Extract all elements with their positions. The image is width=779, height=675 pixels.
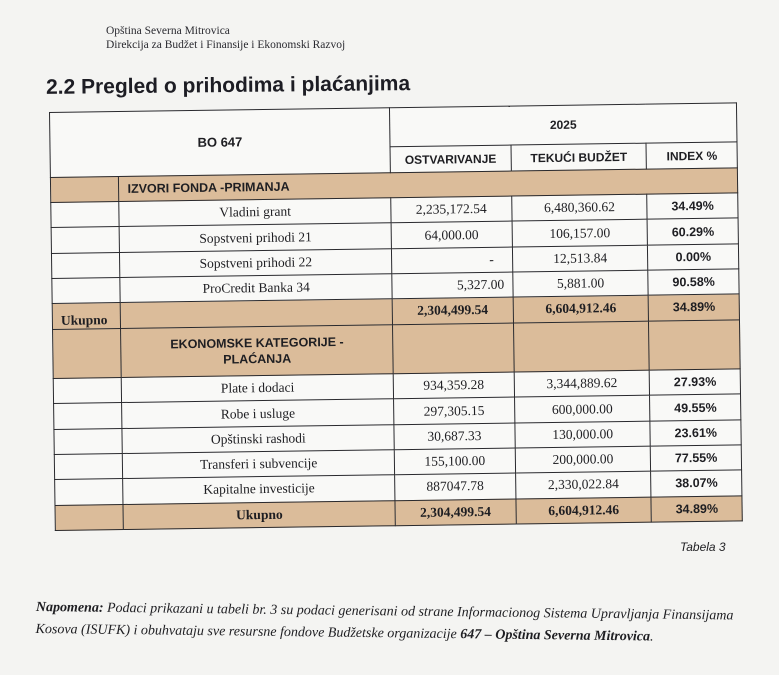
note-end: . [649,629,654,645]
empty-cell [53,378,122,404]
ostvarivanje-value: 934,359.28 [393,372,514,399]
index-value: 90.58% [648,269,739,296]
total-label: Ukupno [123,500,395,529]
section1-title: IZVORI FONDA -PRIMANJA [119,168,738,202]
row-label: Plate i dodaci [122,374,394,403]
row-label: Sopstveni prihodi 21 [120,223,392,252]
index-value: 38.07% [651,470,742,497]
row-label: Opštinski rashodi [122,424,394,453]
budzet-value: 5,881.00 [512,270,648,297]
budzet-value: 12,513.84 [512,245,648,272]
row-label: Sopstveni prihodi 22 [120,248,392,277]
total-ostvarivanje: 2,304,499.54 [392,297,513,324]
col-header-index: INDEX % [646,142,737,169]
row-label: Transferi i subvencije [123,450,395,479]
year-header: 2025 [389,103,737,147]
ostvarivanje-value: 2,235,172.54 [391,196,512,223]
footnote [35,597,775,650]
municipality-name: Opština Severna Mitrovica [106,25,230,37]
shade-cell [121,299,393,328]
section2-title [121,324,393,377]
budzet-value: 6,480,360.62 [511,194,647,221]
ostvarivanje-value: 887047.78 [395,473,516,500]
total-index: 34.89% [651,495,742,522]
index-value: 60.29% [648,218,739,245]
shade-cell [55,504,124,530]
total-label: Ukupno [52,303,121,329]
section-title: 2.2 Pregled o prihodima i plaćanjima [45,72,411,99]
note-bold-text: 647 – Opština Severna Mitrovica [460,627,651,645]
note-text: Podaci prikazani u tabeli br. 3 su podaci generisani od strane Informacionog Sistema Upravljanja Finansijama Kosova (ISUFK) i obuhvataju sve resursne fondove Budžetske organizacije [35,600,734,643]
index-value: 23.61% [650,420,741,447]
budget-table [49,102,743,531]
empty-cell [54,428,123,454]
ostvarivanje-value: 64,000.00 [391,221,512,248]
budzet-value: 130,000.00 [515,421,651,448]
empty-cell [52,277,121,303]
row-label: ProCredit Banka 34 [120,274,392,303]
budzet-value: 200,000.00 [515,446,651,473]
budzet-value: 3,344,889.62 [514,370,650,397]
total-budzet: 6,604,912.46 [516,497,652,524]
row-label: Kapitalne investicije [123,475,395,504]
empty-cell [55,479,124,505]
section2-title-line1: EKONOMSKE KATEGORIJE - [170,334,344,352]
total-index: 34.89% [649,294,740,321]
table-caption: Tabela 3 [680,540,726,554]
index-value: 49.55% [650,394,741,421]
total-budzet: 6,604,912.46 [513,295,649,322]
index-value: 27.93% [650,369,741,396]
empty-cell [51,252,120,278]
ostvarivanje-value: 30,687.33 [394,423,515,450]
col-header-ostvarivanje: OSTVARIVANJE [390,146,511,173]
section2-title-line2: PLAĆANJA [223,351,292,367]
ostvarivanje-value: 297,305.15 [394,397,515,424]
index-value: 34.49% [647,193,738,220]
shade-cell [513,321,649,372]
empty-cell [51,202,120,228]
shade-cell [393,323,514,374]
empty-cell [51,227,120,253]
empty-cell [54,403,123,429]
empty-cell [54,454,123,480]
row-label: Vladini grant [119,198,391,227]
budzet-value: 106,157.00 [512,220,648,247]
org-header: BO 647 [50,108,391,178]
shade-cell [649,319,740,370]
directorate-name: Direkcija za Budžet i Finansije i Ekonomski Razvoj [106,39,346,51]
budget-table-wrap [49,102,743,531]
total-ostvarivanje: 2,304,499.54 [395,499,516,526]
ostvarivanje-value: 155,100.00 [394,448,515,475]
note-label: Napomena: [35,599,104,616]
col-header-budzet: TEKUĆI BUDŽET [511,144,647,171]
row-label: Robe i usluge [122,399,394,428]
budzet-value: 2,330,022.84 [515,471,651,498]
index-value: 77.55% [651,445,742,472]
index-value: 0.00% [648,244,739,271]
shade-cell [53,328,122,379]
ostvarivanje-value: 5,327.00 [392,272,513,299]
budzet-value: 600,000.00 [514,396,650,423]
shade-cell [50,176,119,202]
ostvarivanje-value: - [391,247,512,274]
